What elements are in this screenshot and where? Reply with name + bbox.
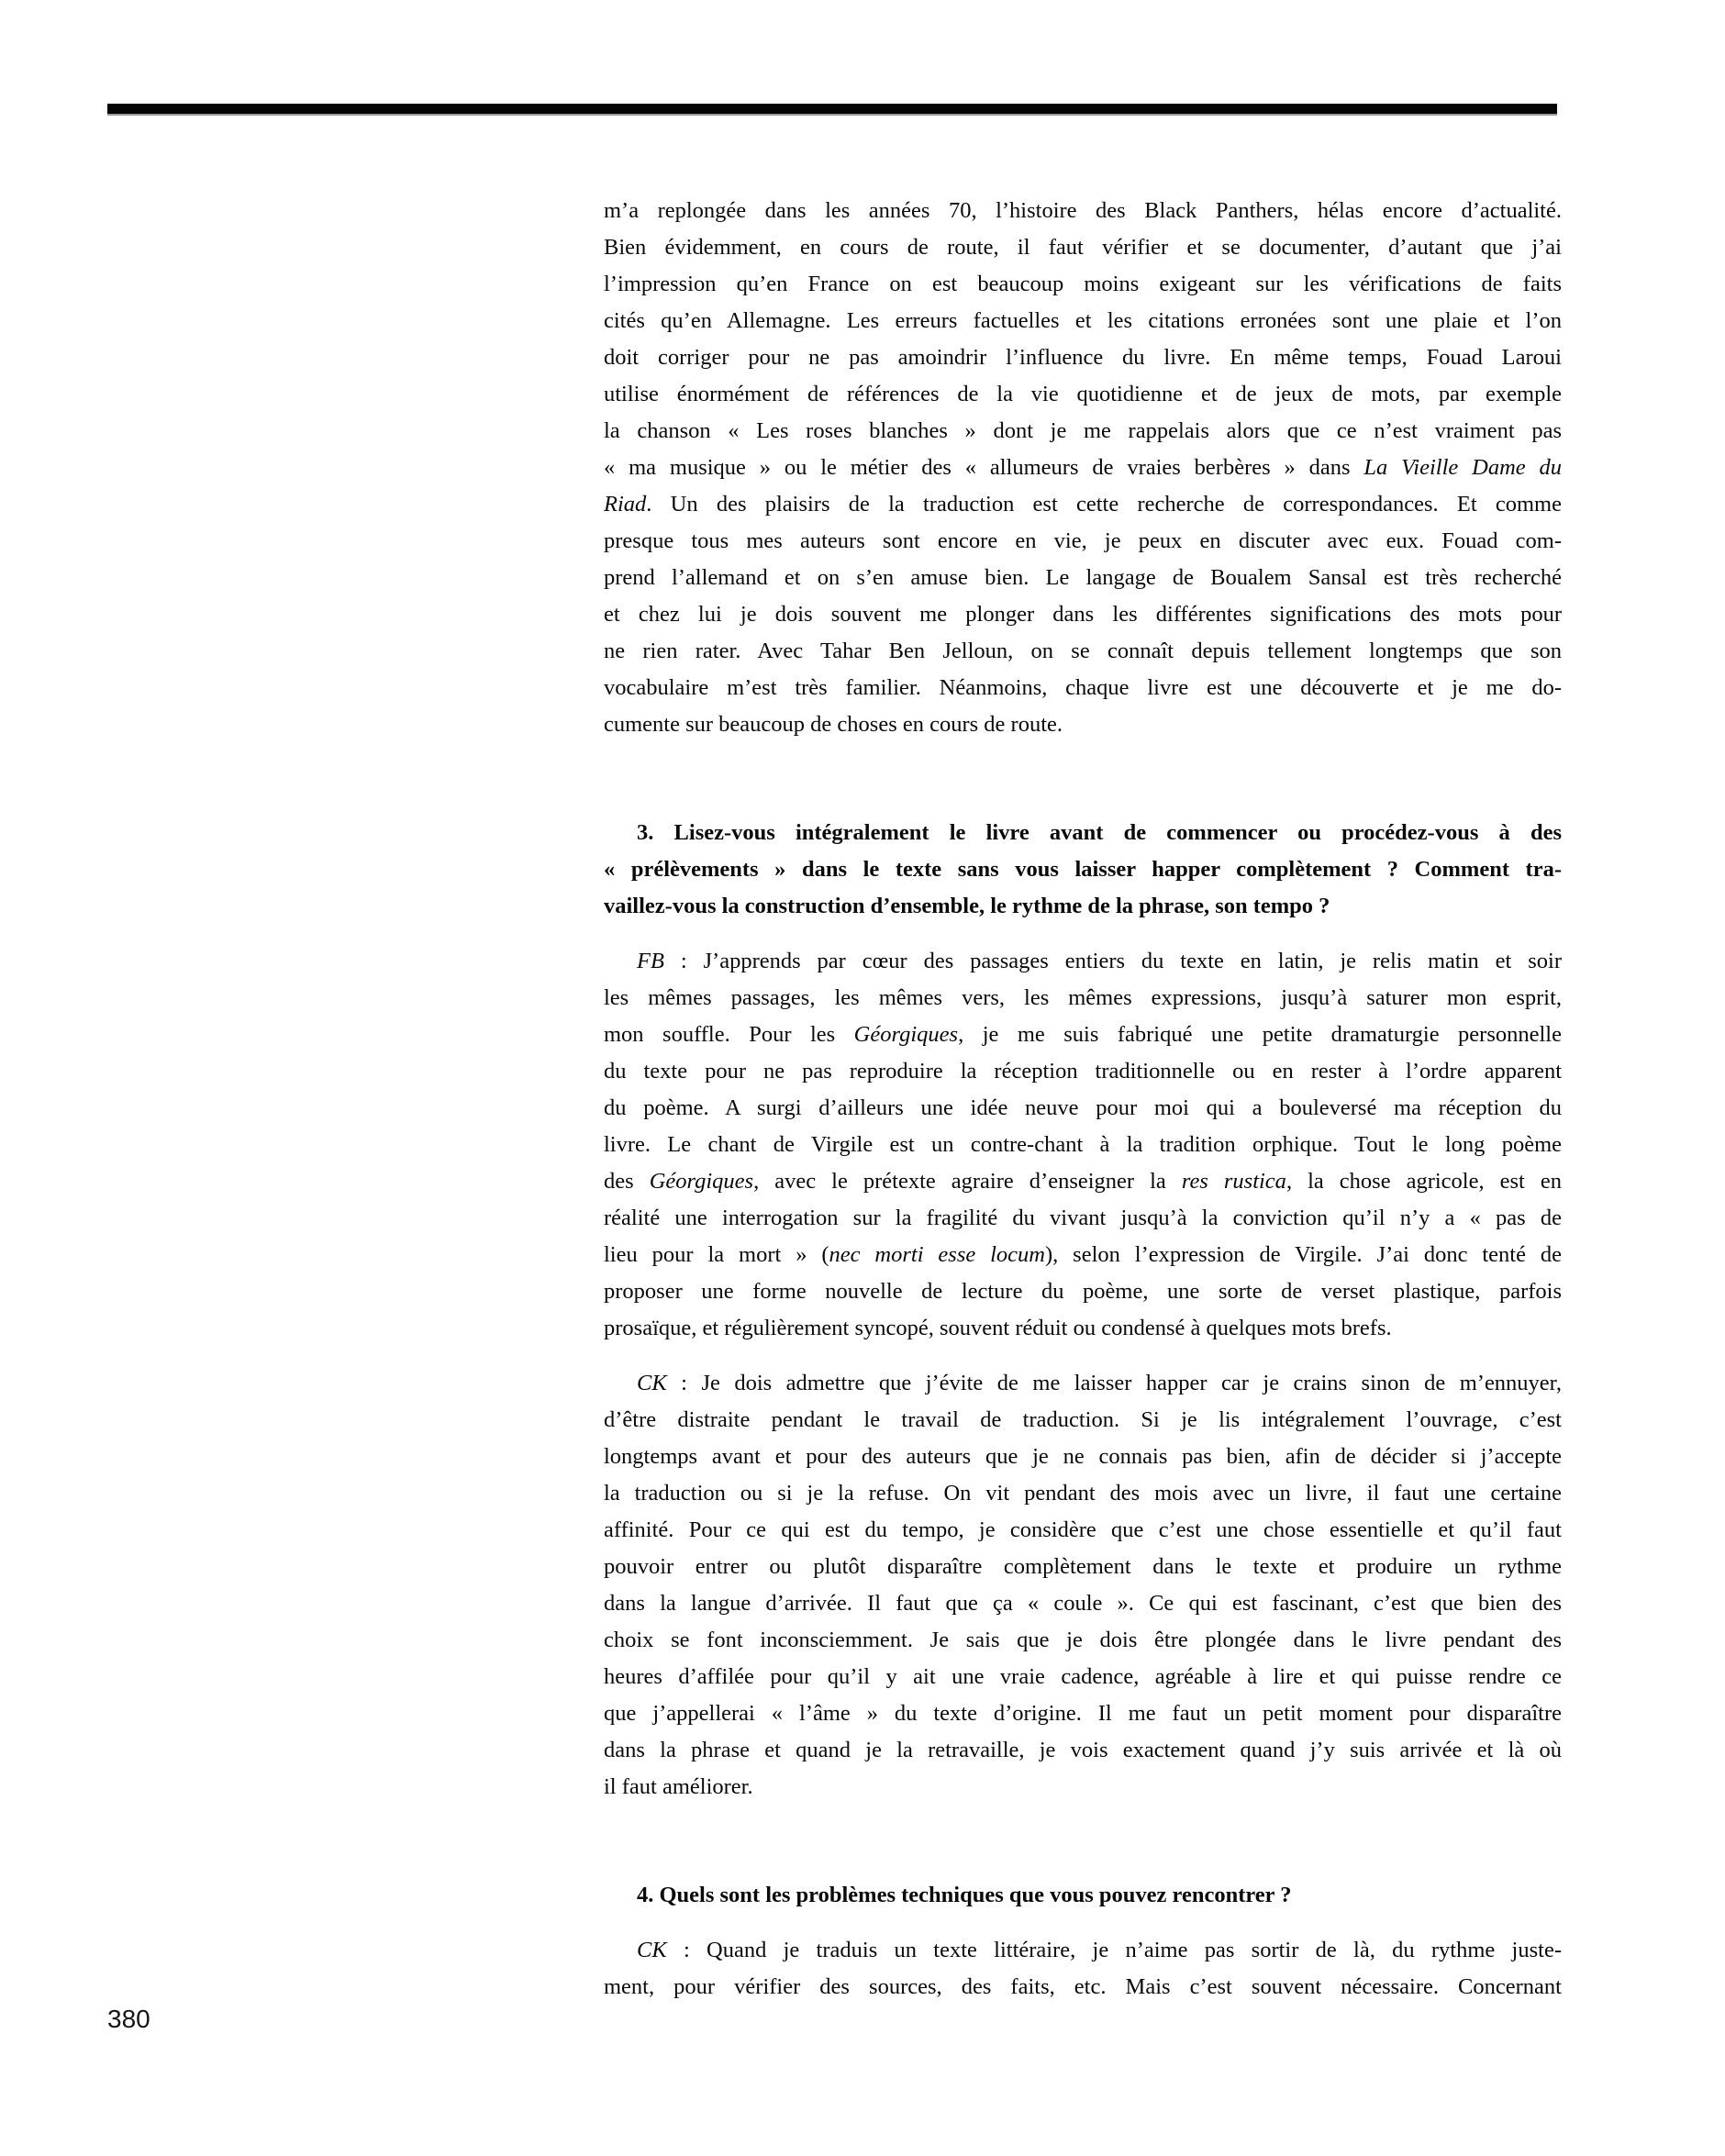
text-line (604, 1273, 1562, 1310)
text-segment: livre. Le chant de Virgile est un contre-chant à la tradition orphique. Tout le long poème (604, 1132, 1562, 1157)
page-number: 380 (107, 2005, 150, 2033)
text-segment: utilise énormément de références de la vie quotidienne et de jeux de mots, par exemple (604, 382, 1562, 406)
text-line (604, 1365, 1562, 1402)
text-segment: les mêmes passages, les mêmes vers, les mêmes expressions, jusqu’à saturer mon esprit, (604, 985, 1562, 1010)
text-segment: , la chose agricole, est en (1285, 1169, 1562, 1194)
text-segment: et chez lui je dois souvent me plonger dans les différentes significations des mots pour (604, 602, 1562, 627)
text-line (604, 1090, 1562, 1127)
text-line (604, 633, 1562, 670)
text-segment: longtemps avant et pour des auteurs que je ne connais pas bien, afin de décider si j’accepte (604, 1444, 1562, 1469)
top-rule-divider (107, 104, 1557, 116)
text-segment: la chanson « Les roses blanches » dont je me rappelais alors que ce n’est vraiment pas (604, 418, 1562, 443)
text-segment: , avec le prétexte agraire d’enseigner la (753, 1169, 1182, 1194)
text-line (604, 523, 1562, 560)
text-line (604, 1969, 1562, 2006)
text-segment: affinité. Pour ce qui est du tempo, je considère que c’est une chose essentielle et qu’il faut (604, 1517, 1562, 1542)
text-line (604, 1622, 1562, 1659)
italic-text-segment: CK (637, 1371, 667, 1395)
text-line (604, 851, 1562, 888)
text-line (604, 450, 1562, 486)
text-line (604, 815, 1562, 851)
text-line (604, 1695, 1562, 1732)
answer-fb (604, 943, 1562, 1347)
text-segment: « ma musique » ou le métier des « allumeurs de vraies berbères » dans (604, 455, 1364, 480)
text-segment: lieu pour la mort » ( (604, 1242, 829, 1267)
text-line (604, 980, 1562, 1017)
text-line (604, 1585, 1562, 1622)
text-line (604, 339, 1562, 376)
text-segment: mon souffle. Pour les (604, 1022, 854, 1047)
text-line (604, 943, 1562, 980)
text-line (604, 1127, 1562, 1163)
text-line (604, 706, 1562, 743)
text-segment: 3. Lisez-vous intégralement le livre avant de commencer ou procédez-vous à des (637, 820, 1562, 845)
text-line (604, 1163, 1562, 1200)
text-line (604, 596, 1562, 633)
text-segment: choix se font inconsciemment. Je sais que je dois être plongée dans le livre pendant des (604, 1628, 1562, 1652)
text-segment: il faut améliorer. (604, 1774, 753, 1799)
text-segment: dans la langue d’arrivée. Il faut que ça « coule ». Ce qui est fascinant, c’est que bien des (604, 1591, 1562, 1616)
italic-text-segment: Riad (604, 492, 647, 517)
continuation-paragraph (604, 193, 1562, 743)
text-segment: cités qu’en Allemagne. Les erreurs factuelles et les citations erronées sont une plaie et l’on (604, 308, 1562, 333)
text-segment: prosaïque, et régulièrement syncopé, souvent réduit ou condensé à quelques mots brefs. (604, 1316, 1392, 1340)
italic-text-segment: Géorgiques (649, 1169, 754, 1194)
text-segment: Bien évidemment, en cours de route, il faut vérifier et se documenter, d’autant que j’ai (604, 235, 1562, 260)
text-segment: l’impression qu’en France on est beaucoup moins exigeant sur les vérifications de faits (604, 272, 1562, 296)
text-segment: : Je dois admettre que j’évite de me laisser happer car je crains sinon de m’ennuyer, (666, 1371, 1562, 1395)
text-segment: . Un des plaisirs de la traduction est cette recherche de correspondances. Et comme (646, 492, 1562, 517)
italic-text-segment: nec morti esse locum (829, 1242, 1045, 1267)
text-segment: : J’apprends par cœur des passages entiers du texte en latin, je relis matin et soir (663, 949, 1562, 973)
text-segment: , je me suis fabriqué une petite dramaturgie personnelle (958, 1022, 1562, 1047)
text-segment: prend l’allemand et on s’en amuse bien. Le langage de Boualem Sansal est très recherché (604, 565, 1562, 590)
text-line (604, 376, 1562, 413)
text-segment: vaillez-vous la construction d’ensemble, le rythme de la phrase, son tempo ? (604, 894, 1330, 918)
text-column (604, 193, 1562, 2006)
text-segment: la traduction ou si je la refuse. On vit pendant des mois avec un livre, il faut une certaine (604, 1481, 1562, 1506)
text-segment: du texte pour ne pas reproduire la réception traditionnelle ou en rester à l’ordre apparent (604, 1059, 1562, 1084)
text-segment: ment, pour vérifier des sources, des faits, etc. Mais c’est souvent nécessaire. Concernant (604, 1974, 1562, 1999)
text-segment: des (604, 1169, 650, 1194)
text-line (604, 1200, 1562, 1237)
question-3 (604, 815, 1562, 925)
text-line (604, 1017, 1562, 1053)
text-line (604, 303, 1562, 339)
text-segment: pouvoir entrer ou plutôt disparaître complètement dans le texte et produire un rythme (604, 1554, 1562, 1579)
text-line (604, 1402, 1562, 1439)
text-segment: proposer une forme nouvelle de lecture du poème, une sorte de verset plastique, parfois (604, 1279, 1562, 1304)
text-line (604, 266, 1562, 303)
text-segment: d’être distraite pendant le travail de traduction. Si je lis intégralement l’ouvrage, c’est (604, 1407, 1562, 1432)
text-line (604, 193, 1562, 229)
answer-ck-1 (604, 1365, 1562, 1806)
text-line (604, 1310, 1562, 1347)
italic-text-segment: Géorgiques (853, 1022, 959, 1047)
text-segment: : Quand je traduis un texte littéraire, je n’aime pas sortir de là, du rythme juste- (666, 1938, 1562, 1962)
text-line (604, 560, 1562, 596)
text-line (604, 486, 1562, 523)
text-segment: que j’appellerai « l’âme » du texte d’origine. Il me faut un petit moment pour disparaître (604, 1701, 1562, 1726)
text-segment: vocabulaire m’est très familier. Néanmoins, chaque livre est une découverte et je me do- (604, 675, 1562, 700)
text-line (604, 1053, 1562, 1090)
answer-ck-2 (604, 1932, 1562, 2006)
text-line (604, 1475, 1562, 1512)
italic-text-segment: La Vieille Dame du (1363, 455, 1562, 480)
text-line (604, 1512, 1562, 1549)
text-line (604, 1732, 1562, 1769)
text-line (604, 1932, 1562, 1969)
text-segment: presque tous mes auteurs sont encore en vie, je peux en discuter avec eux. Fouad com- (604, 528, 1562, 553)
text-line (604, 1439, 1562, 1475)
text-segment: réalité une interrogation sur la fragilité du vivant jusqu’à la conviction qu’il n’y a « pas de (604, 1206, 1562, 1230)
text-line (604, 1237, 1562, 1273)
text-segment: m’a replongée dans les années 70, l’histoire des Black Panthers, hélas encore d’actualité. (604, 198, 1562, 223)
text-segment: ne rien rater. Avec Tahar Ben Jelloun, on se connaît depuis tellement longtemps que son (604, 639, 1562, 663)
question-4 (604, 1877, 1562, 1914)
text-segment: « prélèvements » dans le texte sans vous laisser happer complètement ? Comment tra- (604, 857, 1562, 882)
text-segment: cumente sur beaucoup de choses en cours de route. (604, 712, 1063, 737)
italic-text-segment: FB (637, 949, 664, 973)
text-line (604, 1769, 1562, 1806)
text-line (604, 670, 1562, 706)
text-segment: heures d’affilée pour qu’il y ait une vraie cadence, agréable à lire et qui puisse rendre ce (604, 1664, 1562, 1689)
italic-text-segment: res rustica (1181, 1169, 1286, 1194)
text-segment: du poème. A surgi d’ailleurs une idée neuve pour moi qui a bouleversé ma réception du (604, 1095, 1562, 1120)
text-line (604, 229, 1562, 266)
text-segment: dans la phrase et quand je la retravaille, je vois exactement quand j’y suis arrivée et là où (604, 1738, 1562, 1762)
text-line (604, 888, 1562, 925)
text-line (604, 413, 1562, 450)
italic-text-segment: CK (637, 1938, 667, 1962)
text-line (604, 1877, 1562, 1914)
text-segment: ), selon l’expression de Virgile. J’ai donc tenté de (1045, 1242, 1562, 1267)
text-segment: 4. Quels sont les problèmes techniques que vous pouvez rencontrer ? (637, 1883, 1292, 1907)
text-segment: doit corriger pour ne pas amoindrir l’influence du livre. En même temps, Fouad Laroui (604, 345, 1562, 370)
text-line (604, 1549, 1562, 1585)
text-line (604, 1659, 1562, 1695)
